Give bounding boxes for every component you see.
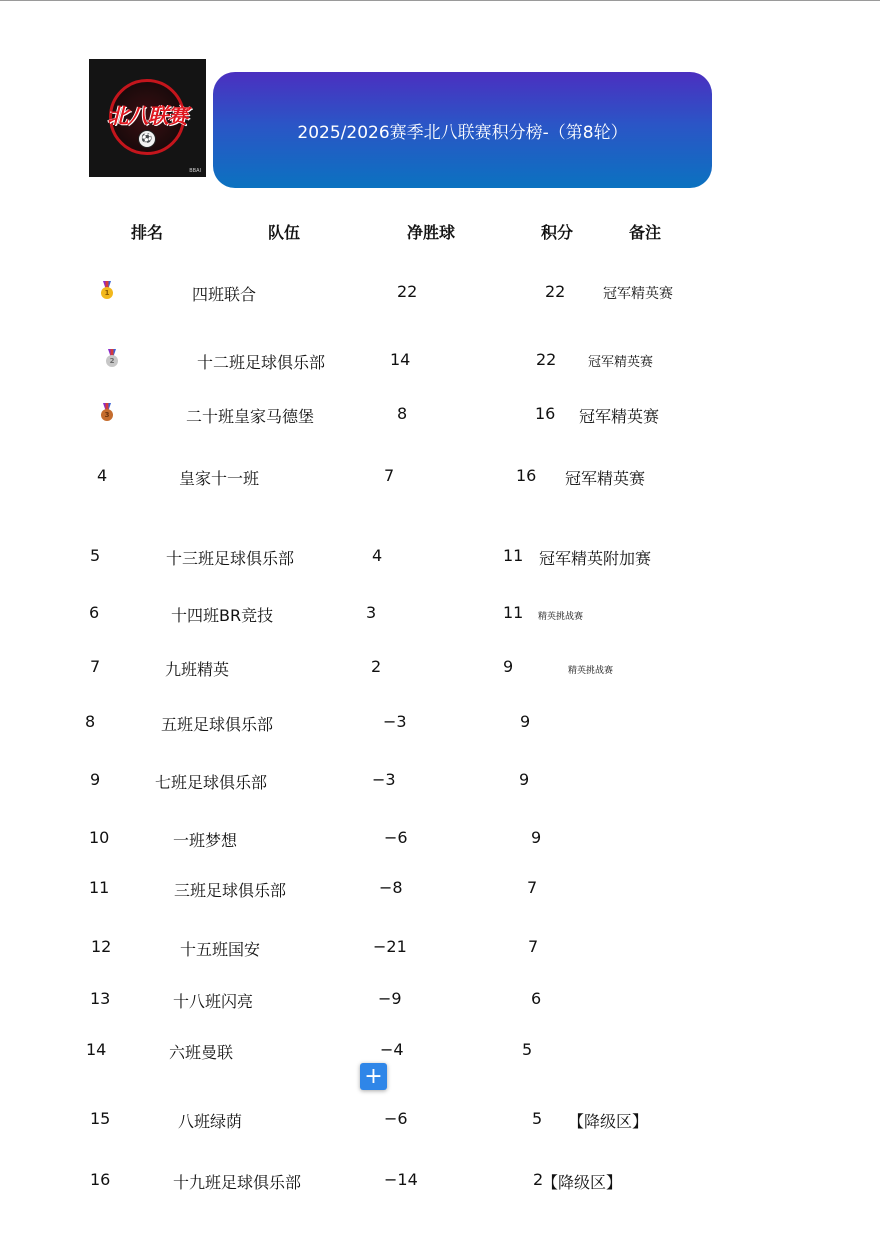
- points: 22: [536, 350, 557, 369]
- soccer-ball-icon: ⚽: [138, 130, 156, 148]
- goal-difference: −9: [378, 989, 402, 1008]
- goal-difference: −14: [384, 1170, 418, 1189]
- points: 7: [528, 937, 539, 956]
- team-name: 二十班皇家马德堡: [186, 407, 315, 426]
- note: 冠军精英赛: [603, 286, 673, 302]
- team-name: 九班精英: [165, 660, 230, 679]
- goal-difference: −6: [384, 1109, 408, 1128]
- points: 9: [520, 712, 531, 731]
- league-logo: [89, 59, 206, 177]
- title-banner: [213, 72, 712, 188]
- header-goal-difference: 净胜球: [407, 223, 456, 242]
- header-rank: 排名: [131, 223, 164, 242]
- silver-medal-icon: 2: [105, 349, 119, 369]
- goal-difference: 22: [397, 282, 418, 301]
- team-name: 三班足球俱乐部: [174, 881, 287, 900]
- note: 冠军精英附加赛: [539, 549, 652, 568]
- note: 精英挑战赛: [538, 612, 584, 622]
- points: 6: [531, 989, 542, 1008]
- points: 22: [545, 282, 566, 301]
- team-name: 七班足球俱乐部: [155, 773, 268, 792]
- page-title: 2025/2026赛季北八联赛积分榜-（第8轮）: [297, 122, 628, 143]
- points: 9: [519, 770, 530, 789]
- top-divider: [0, 0, 880, 1]
- points: 9: [503, 657, 514, 676]
- goal-difference: 14: [390, 350, 411, 369]
- team-name: 十九班足球俱乐部: [173, 1173, 302, 1192]
- rank: 16: [90, 1170, 111, 1189]
- goal-difference: −8: [379, 878, 403, 897]
- team-name: 八班绿荫: [178, 1112, 243, 1131]
- goal-difference: −4: [380, 1040, 404, 1059]
- rank: 13: [90, 989, 111, 1008]
- team-name: 四班联合: [192, 285, 257, 304]
- rank: 7: [90, 657, 101, 676]
- note: 精英挑战赛: [568, 666, 614, 676]
- points: 11: [503, 546, 524, 565]
- header-note: 备注: [629, 223, 662, 242]
- team-name: 皇家十一班: [179, 469, 260, 488]
- points: 2: [533, 1170, 544, 1189]
- points: 5: [522, 1040, 533, 1059]
- points: 11: [503, 603, 524, 622]
- rank: 11: [89, 878, 110, 897]
- note: 冠军精英赛: [579, 407, 660, 426]
- goal-difference: 7: [384, 466, 395, 485]
- team-name: 十二班足球俱乐部: [197, 353, 326, 372]
- plus-icon: +: [364, 1063, 383, 1089]
- rank: 5: [90, 546, 101, 565]
- note: 冠军精英赛: [565, 469, 646, 488]
- rank: 15: [90, 1109, 111, 1128]
- bronze-medal-icon: 3: [100, 403, 114, 423]
- rank: 10: [89, 828, 110, 847]
- note-relegation: 【降级区】: [542, 1173, 623, 1192]
- goal-difference: 4: [372, 546, 383, 565]
- team-name: 六班曼联: [169, 1043, 234, 1062]
- goal-difference: −6: [384, 828, 408, 847]
- goal-difference: −21: [373, 937, 407, 956]
- points: 7: [527, 878, 538, 897]
- rank: 8: [85, 712, 96, 731]
- team-name: 五班足球俱乐部: [161, 715, 274, 734]
- rank: 12: [91, 937, 112, 956]
- team-name: 十三班足球俱乐部: [166, 549, 295, 568]
- goal-difference: 2: [371, 657, 382, 676]
- note-relegation: 【降级区】: [568, 1112, 649, 1131]
- gold-medal-icon: 1: [100, 281, 114, 301]
- rank: 9: [90, 770, 101, 789]
- points: 16: [535, 404, 556, 423]
- note: 冠军精英赛: [588, 355, 654, 370]
- logo-small-text: BBAI: [189, 168, 201, 174]
- rank: 4: [97, 466, 108, 485]
- points: 5: [532, 1109, 543, 1128]
- header-team: 队伍: [268, 223, 301, 242]
- team-name: 十五班国安: [180, 940, 261, 959]
- rank: 14: [86, 1040, 107, 1059]
- goal-difference: −3: [372, 770, 396, 789]
- team-name: 十四班BR竞技: [171, 606, 274, 625]
- header-points: 积分: [541, 223, 574, 242]
- team-name: 一班梦想: [173, 831, 238, 850]
- goal-difference: 3: [366, 603, 377, 622]
- points: 9: [531, 828, 542, 847]
- team-name: 十八班闪亮: [173, 992, 254, 1011]
- goal-difference: −3: [383, 712, 407, 731]
- logo-brand-text: 北八联赛: [107, 104, 188, 128]
- points: 16: [516, 466, 537, 485]
- add-button[interactable]: [360, 1063, 387, 1090]
- goal-difference: 8: [397, 404, 408, 423]
- rank: 6: [89, 603, 100, 622]
